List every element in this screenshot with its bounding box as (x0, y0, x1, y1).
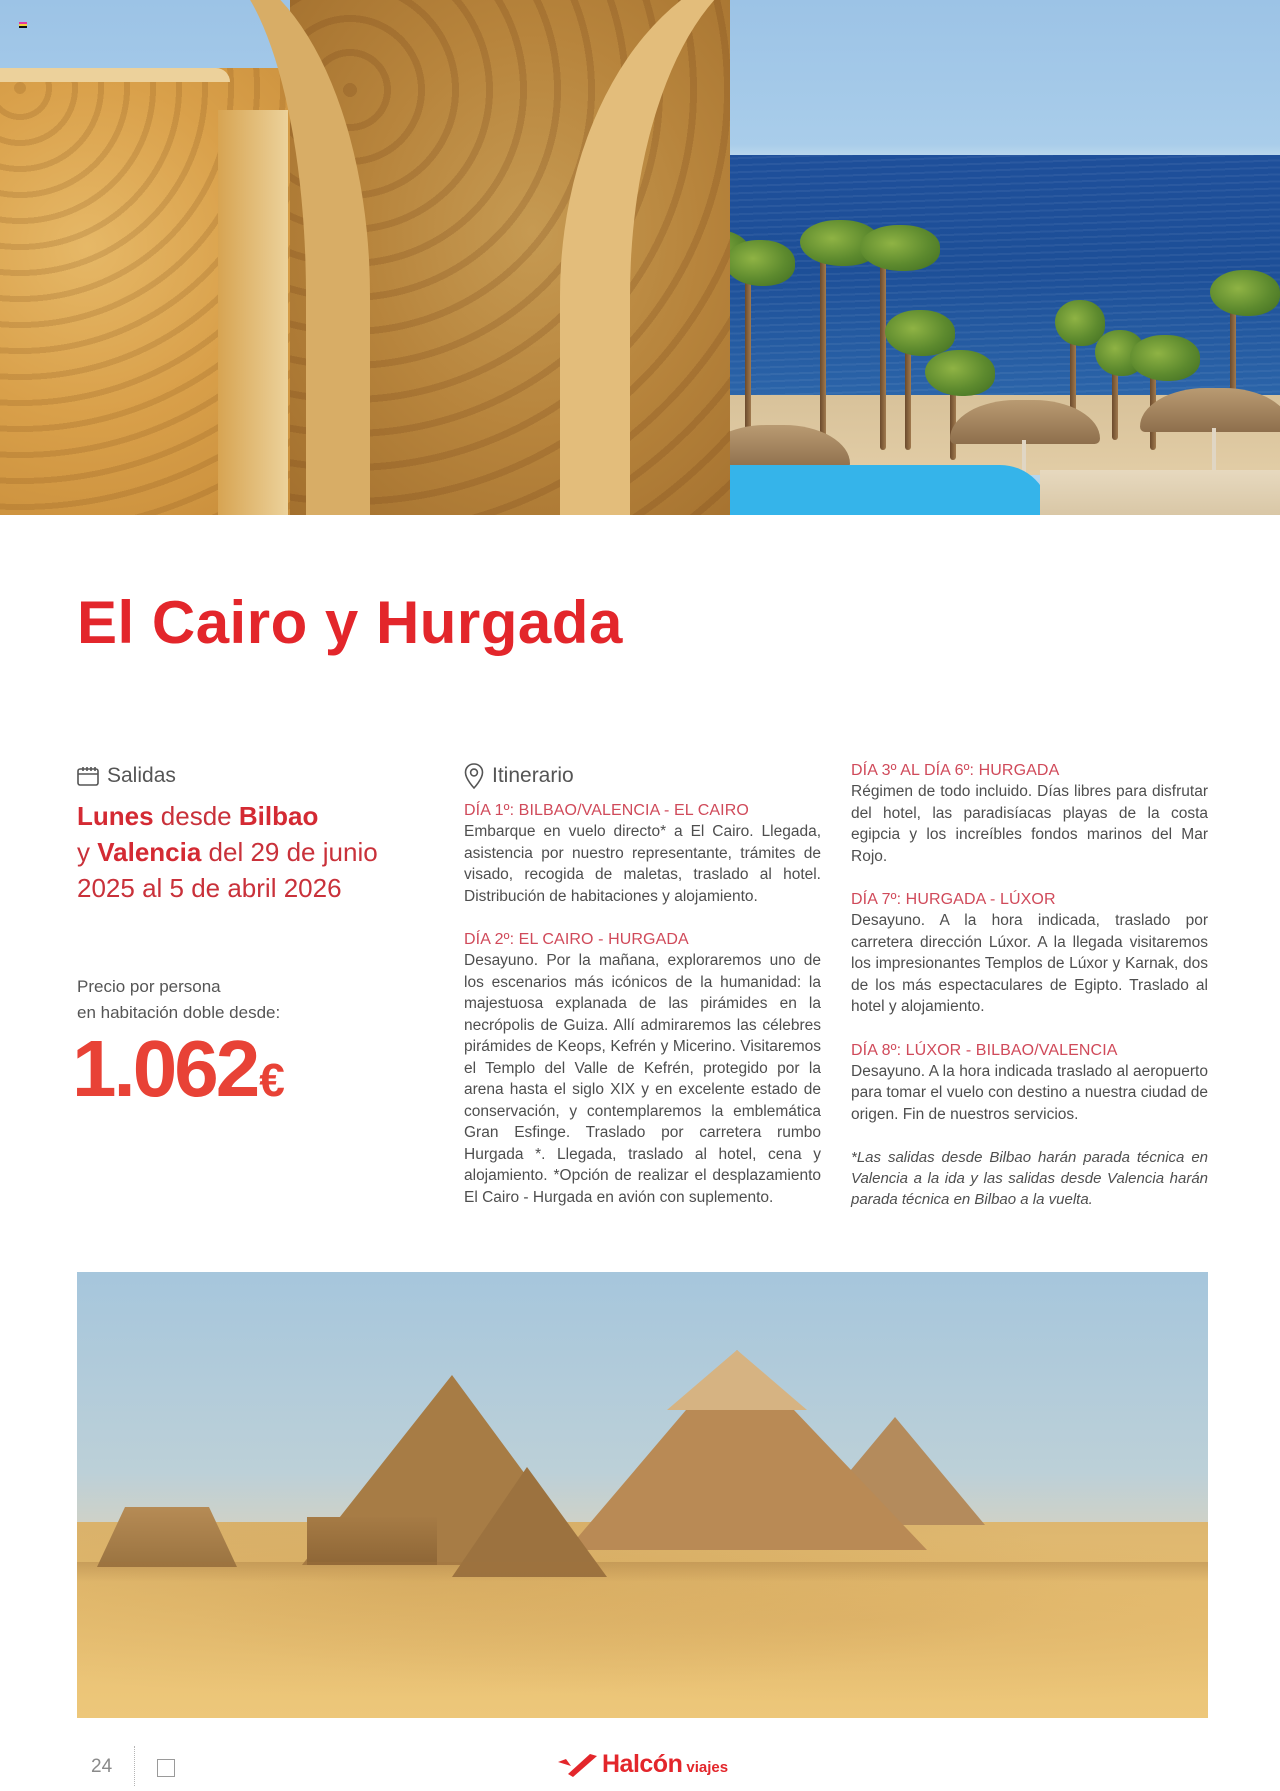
pyramid-large-cap (667, 1350, 807, 1410)
departures-city-2: Valencia (97, 837, 202, 867)
price-value (72, 1024, 285, 1125)
price-amount: 1.062 (72, 1024, 258, 1113)
palm-frond (925, 350, 995, 396)
itinerary-day-title: DÍA 1º: BILBAO/VALENCIA - EL CAIRO (464, 802, 749, 819)
logo-sub: viajes (686, 1759, 729, 1776)
departures-heading-label: Salidas (107, 764, 176, 787)
itinerary-day (851, 760, 1208, 867)
palm-frond (885, 310, 955, 356)
itinerary-day-title: DÍA 3º AL DÍA 6º: HURGADA (851, 762, 1060, 779)
itinerary-heading-label: Itinerario (492, 764, 574, 787)
pyramid-ruin (97, 1507, 237, 1567)
itinerary-day-text: Desayuno. A la hora indicada, traslado por carretera dirección Lúxor. A la llegada visitaremos los impresionantes Templos de Lúxor y Karnak, dos de los más espectaculares de Egipto. Traslado al hotel y alojamiento. (851, 912, 1208, 1015)
departures-line-1 (77, 798, 427, 834)
palm-frond (1055, 300, 1105, 346)
itinerary-column-2 (851, 760, 1208, 1210)
checkmark-logo-icon (556, 1752, 598, 1778)
departures-line-3: 2025 al 5 de abril 2026 (77, 873, 342, 903)
departures-dates-start: del 29 de junio (201, 837, 378, 867)
hero-image (0, 0, 1280, 515)
palm-frond (1130, 335, 1200, 381)
pyramids-image (77, 1272, 1208, 1718)
itinerary-day (464, 800, 821, 907)
price-label-line-2: en habitación doble desde: (77, 1003, 281, 1022)
print-color-mark-icon (19, 22, 27, 28)
itinerary-day-text: Embarque en vuelo directo* a El Cairo. Llegada, asistencia por nuestro representante, trámites de visado, recogida de maletas, traslado al hotel. Distribución de habitaciones y alojamiento. (464, 823, 821, 905)
desert-sand (77, 1522, 1208, 1718)
itinerary-heading (464, 762, 821, 790)
location-pin-icon (464, 763, 484, 789)
palm-tree (820, 250, 826, 450)
itinerary-day-text: Desayuno. A la hora indicada traslado al aeropuerto para tomar el vuelo con destino a nuestra ciudad de origen. Fin de nuestros servicios. (851, 1062, 1208, 1123)
hero-wall-cap (0, 68, 230, 82)
departures-day: Lunes (77, 801, 154, 831)
departures-city-1: Bilbao (238, 801, 319, 831)
itinerary-column-1 (464, 762, 821, 1230)
price-label (77, 974, 377, 1026)
pyramid-base-step (307, 1517, 437, 1565)
itinerary-footnote: *Las salidas desde Bilbao harán parada técnica en Valencia a la ida y las salidas desde Valencia harán parada técnica en Bilbao a la vuelta. (851, 1149, 1208, 1208)
departures-text (77, 798, 427, 906)
itinerary-day-text: Régimen de todo incluido. Días libres para disfrutar del hotel, las paradisíacas playas de la costa egipcia y los increíbles fondos marinos del Mar Rojo. (851, 783, 1208, 865)
hero-deck (1040, 470, 1280, 515)
palm-tree (880, 250, 886, 450)
itinerary-day (851, 889, 1208, 1018)
departures-section (77, 762, 427, 906)
itinerary-day (464, 929, 821, 1208)
departures-connector: desde (153, 801, 239, 831)
departures-line-2 (77, 834, 427, 870)
itinerary-day-title: DÍA 2º: EL CAIRO - HURGADA (464, 931, 689, 948)
footer-divider (134, 1746, 135, 1786)
itinerary-day-title: DÍA 7º: HURGADA - LÚXOR (851, 891, 1056, 908)
halcon-viajes-logo (556, 1750, 728, 1779)
pyramid-queen (452, 1467, 607, 1577)
palm-frond (860, 225, 940, 271)
price-label-line-1: Precio por persona (77, 977, 221, 996)
footer-square-icon (157, 1759, 175, 1777)
itinerary-day (851, 1040, 1208, 1126)
departures-connector: y (77, 837, 98, 867)
price-currency: € (259, 1054, 285, 1106)
departures-heading (77, 762, 427, 790)
calendar-icon (77, 766, 99, 786)
itinerary-day-text: Desayuno. Por la mañana, exploraremos uno de los escenarios más icónicos de la humanidad: la majestuosa explanada de las pirámides en la necrópolis de Guiza. Allí admiraremos las célebres pirámides de Keops, Kefrén y Micerino. Visitaremos el Templo del Valle de Kefrén, protegido por la arena hasta el siglo XIX y en excelente estado de conservación, y contemplaremos la emblemática Gran Esfinge. Traslado por carretera rumbo Hurgada *. Llegada, traslado al hotel, cena y alojamiento. *Opción de realizar el desplazamiento El Cairo - Hurgada en avión con suplemento. (464, 952, 821, 1206)
desert-shadow (77, 1562, 1208, 1582)
palm-frond (1210, 270, 1280, 316)
page-number: 24 (91, 1756, 113, 1777)
logo-brand: Halcón (602, 1750, 683, 1778)
page-title: El Cairo y Hurgada (77, 589, 623, 656)
itinerary-day-title: DÍA 8º: LÚXOR - BILBAO/VALENCIA (851, 1041, 1118, 1059)
